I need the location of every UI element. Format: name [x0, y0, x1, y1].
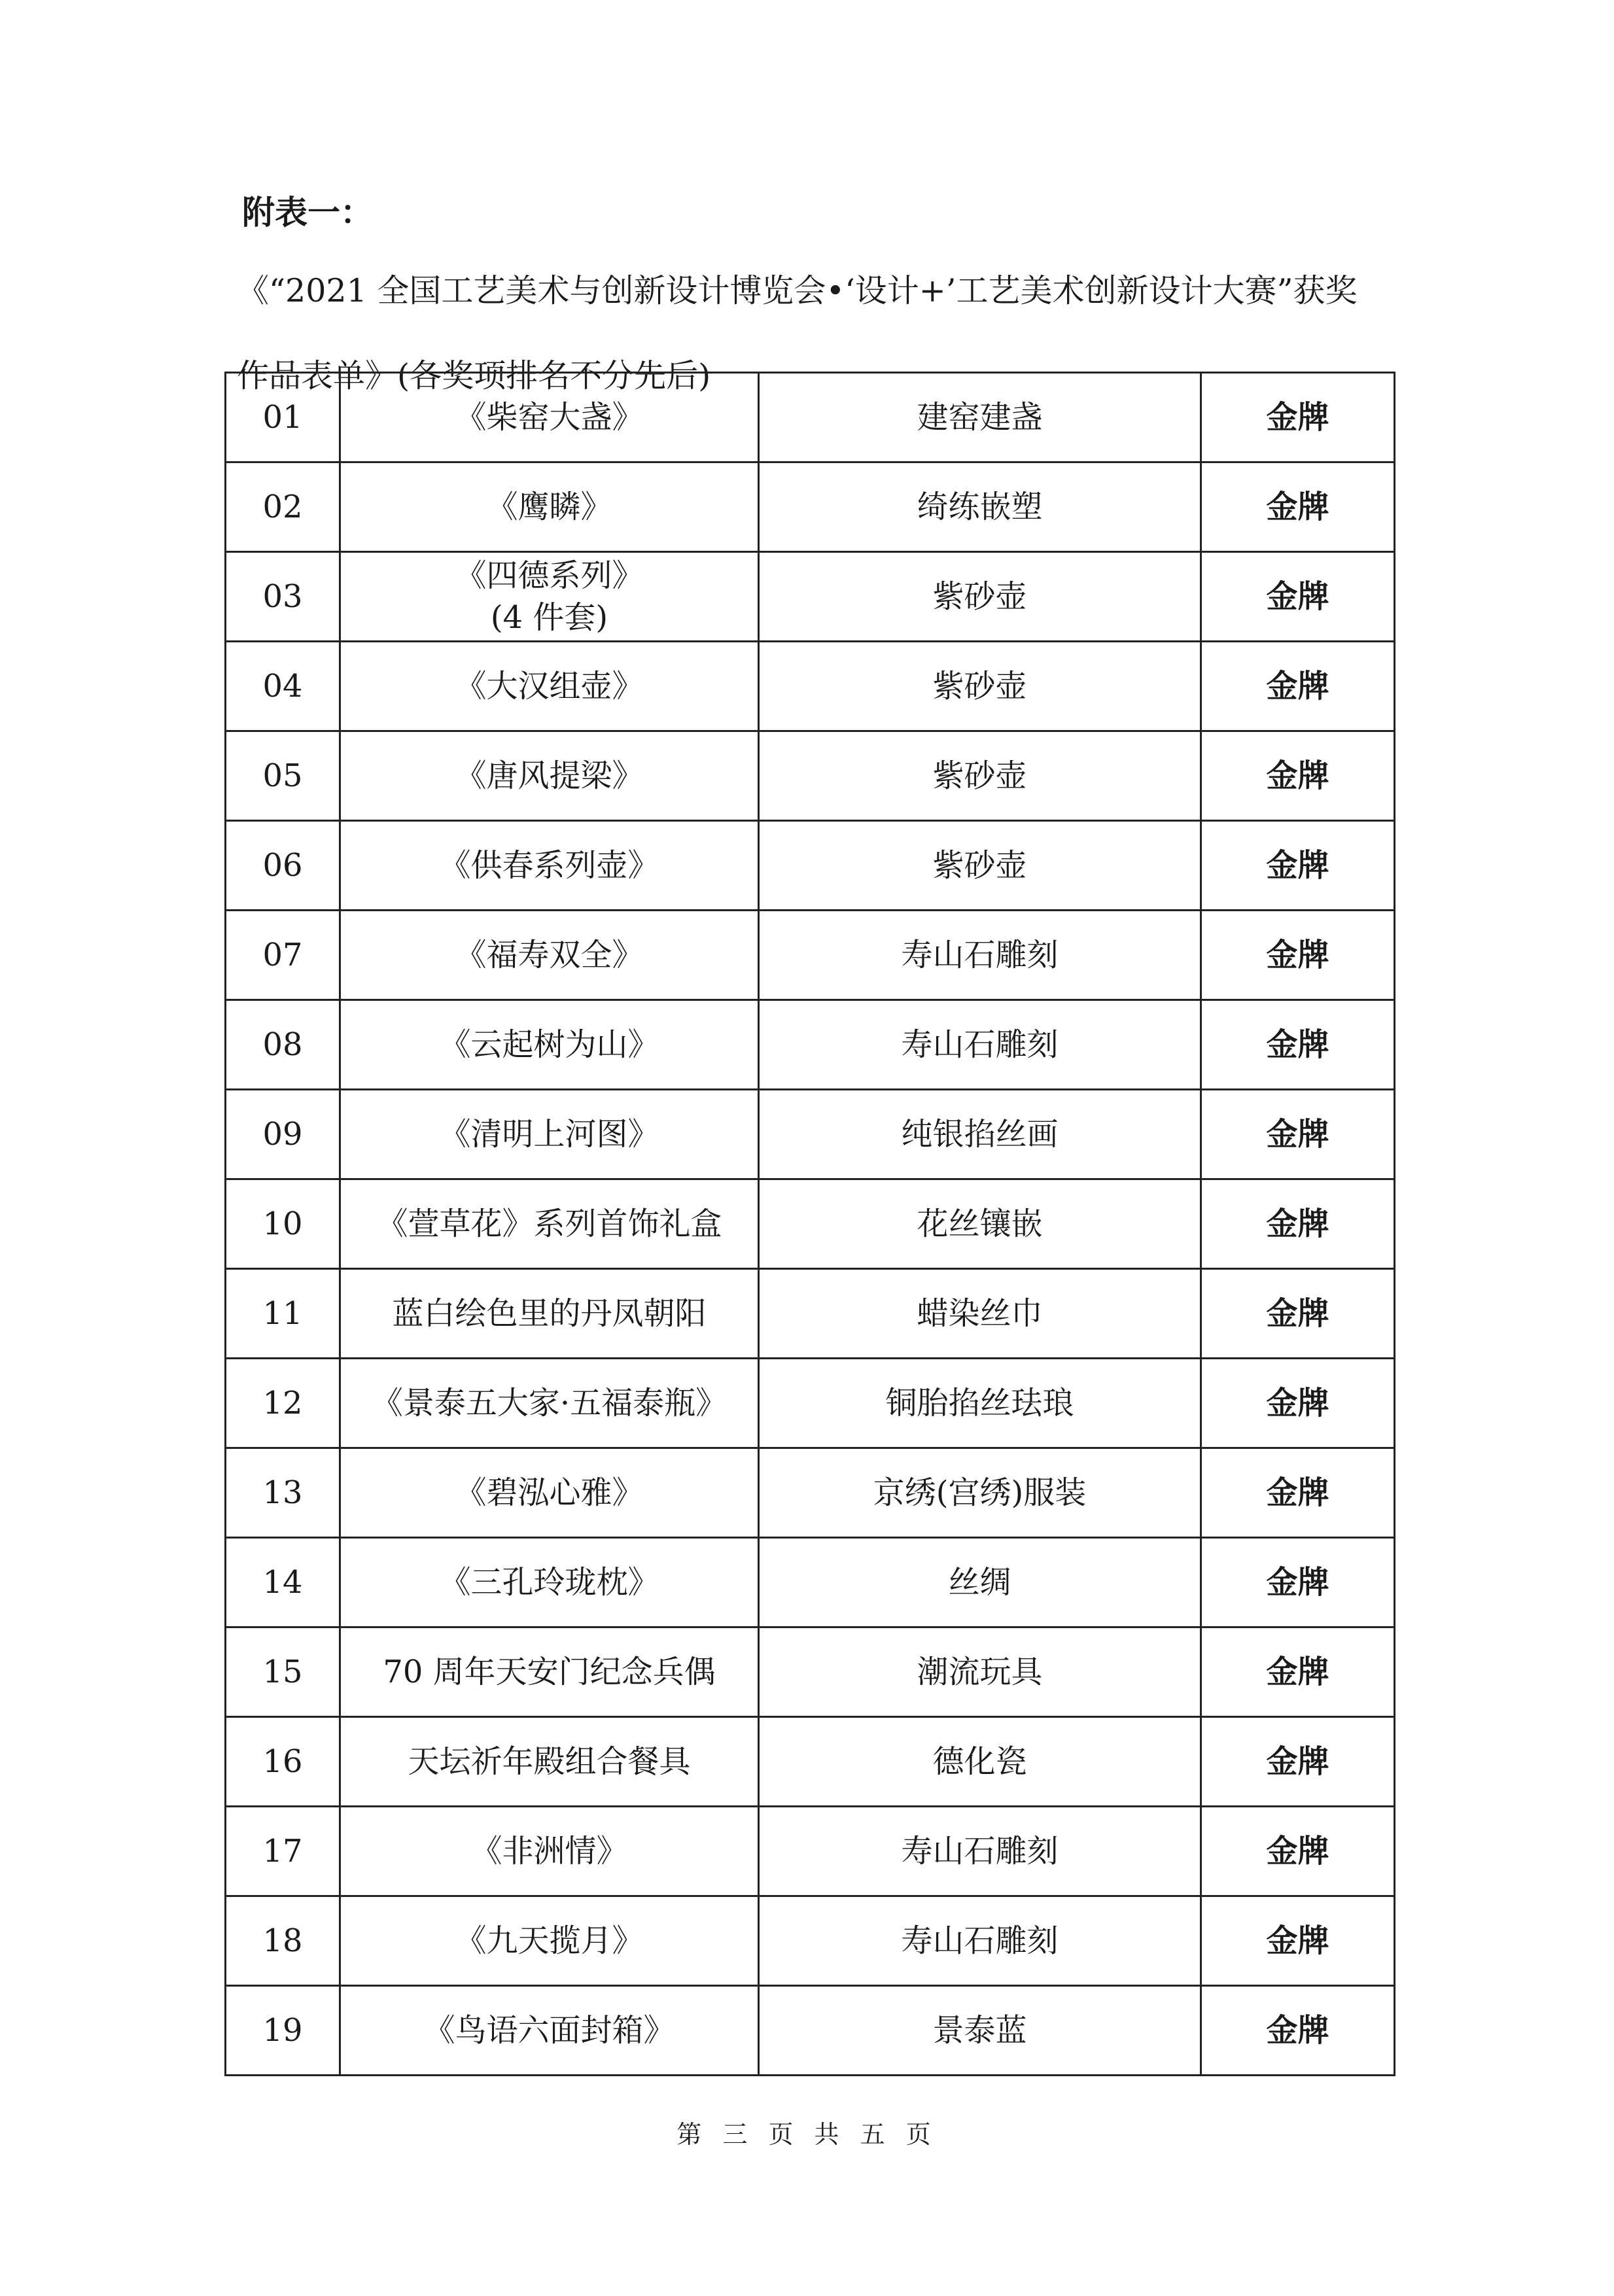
craft-category: 纯银掐丝画: [759, 1090, 1201, 1179]
work-title-line-2: (4 件套): [490, 599, 608, 636]
craft-category: 铜胎掐丝珐琅: [759, 1359, 1201, 1448]
table-row: [226, 911, 1395, 1000]
table-row: [226, 1359, 1395, 1448]
row-number: 03: [226, 552, 340, 642]
award-level: 金牌: [1201, 642, 1395, 731]
craft-category: 建窑建盏: [759, 373, 1201, 462]
award-level: 金牌: [1201, 821, 1395, 911]
row-number: 01: [226, 373, 340, 462]
table-row: [226, 1090, 1395, 1179]
craft-category: 德化瓷: [759, 1717, 1201, 1807]
work-title-line-1: 《四德系列》: [455, 557, 644, 594]
table-row: [226, 1986, 1395, 2076]
work-title: 《九天揽月》: [340, 1896, 759, 1986]
award-level: 金牌: [1201, 552, 1395, 642]
table-row: [226, 462, 1395, 552]
row-number: 17: [226, 1807, 340, 1896]
row-number: 12: [226, 1359, 340, 1448]
row-number: 18: [226, 1896, 340, 1986]
table-row: [226, 821, 1395, 911]
work-title: 70 周年天安门纪念兵偶: [340, 1627, 759, 1717]
craft-category: 寿山石雕刻: [759, 1896, 1201, 1986]
work-title: 《唐风提梁》: [340, 731, 759, 821]
work-title: 《三孔玲珑枕》: [340, 1538, 759, 1627]
award-level: 金牌: [1201, 1717, 1395, 1807]
row-number: 15: [226, 1627, 340, 1717]
work-title: 《鹰瞵》: [340, 462, 759, 552]
work-title: 《鸟语六面封箱》: [340, 1986, 759, 2076]
craft-category: 景泰蓝: [759, 1986, 1201, 2076]
award-level: 金牌: [1201, 1090, 1395, 1179]
table-row: [226, 1000, 1395, 1090]
craft-category: 花丝镶嵌: [759, 1179, 1201, 1269]
row-number: 09: [226, 1090, 340, 1179]
craft-category: 潮流玩具: [759, 1627, 1201, 1717]
table-row: [226, 1448, 1395, 1538]
row-number: 02: [226, 462, 340, 552]
table-row: [226, 552, 1395, 642]
work-title: 天坛祈年殿组合餐具: [340, 1717, 759, 1807]
craft-category: 寿山石雕刻: [759, 1000, 1201, 1090]
table-row: [226, 1538, 1395, 1627]
craft-category: 绮练嵌塑: [759, 462, 1201, 552]
row-number: 11: [226, 1269, 340, 1359]
award-level: 金牌: [1201, 731, 1395, 821]
work-title: 《碧泓心雅》: [340, 1448, 759, 1538]
craft-category: 寿山石雕刻: [759, 1807, 1201, 1896]
row-number: 04: [226, 642, 340, 731]
row-number: 10: [226, 1179, 340, 1269]
work-title: 《大汉组壶》: [340, 642, 759, 731]
award-level: 金牌: [1201, 911, 1395, 1000]
work-title: 《清明上河图》: [340, 1090, 759, 1179]
table-row: [226, 373, 1395, 462]
page-number-footer: 第 三 页 共 五 页: [676, 2120, 938, 2149]
table-row: [226, 642, 1395, 731]
work-title: [340, 552, 759, 642]
table-caption: 《“2021 全国工艺美术与创新设计博览会•‘设计+’工艺美术创新设计大赛”获奖作品表单》(各奖项排名不分先后): [237, 272, 1358, 394]
craft-category: 寿山石雕刻: [759, 911, 1201, 1000]
row-number: 06: [226, 821, 340, 911]
award-table-body: [226, 373, 1395, 2076]
row-number: 07: [226, 911, 340, 1000]
table-row: [226, 1269, 1395, 1359]
award-table: [224, 372, 1395, 2076]
award-level: 金牌: [1201, 1986, 1395, 2076]
craft-category: 紫砂壶: [759, 821, 1201, 911]
table-row: [226, 731, 1395, 821]
award-level: 金牌: [1201, 1359, 1395, 1448]
table-row: [226, 1807, 1395, 1896]
craft-category: 蜡染丝巾: [759, 1269, 1201, 1359]
craft-category: 紫砂壶: [759, 552, 1201, 642]
table-row: [226, 1717, 1395, 1807]
craft-category: 京绣(宫绣)服装: [759, 1448, 1201, 1538]
table-row: [226, 1627, 1395, 1717]
award-level: 金牌: [1201, 1000, 1395, 1090]
work-title: 《福寿双全》: [340, 911, 759, 1000]
award-level: 金牌: [1201, 1896, 1395, 1986]
work-title: 《柴窑大盏》: [340, 373, 759, 462]
table-row: [226, 1896, 1395, 1986]
award-level: 金牌: [1201, 373, 1395, 462]
award-level: 金牌: [1201, 1807, 1395, 1896]
award-level: 金牌: [1201, 1269, 1395, 1359]
row-number: 14: [226, 1538, 340, 1627]
work-title: 《景泰五大家·五福泰瓶》: [340, 1359, 759, 1448]
row-number: 19: [226, 1986, 340, 2076]
craft-category: 紫砂壶: [759, 731, 1201, 821]
work-title: 蓝白绘色里的丹凤朝阳: [340, 1269, 759, 1359]
award-level: 金牌: [1201, 462, 1395, 552]
table-row: [226, 1179, 1395, 1269]
work-title: 《萱草花》系列首饰礼盒: [340, 1179, 759, 1269]
award-level: 金牌: [1201, 1627, 1395, 1717]
award-level: 金牌: [1201, 1538, 1395, 1627]
work-title: 《云起树为山》: [340, 1000, 759, 1090]
award-level: 金牌: [1201, 1179, 1395, 1269]
award-level: 金牌: [1201, 1448, 1395, 1538]
row-number: 05: [226, 731, 340, 821]
appendix-heading: 附表一：: [242, 194, 373, 232]
work-title: 《供春系列壶》: [340, 821, 759, 911]
work-title: 《非洲情》: [340, 1807, 759, 1896]
row-number: 08: [226, 1000, 340, 1090]
row-number: 16: [226, 1717, 340, 1807]
craft-category: 紫砂壶: [759, 642, 1201, 731]
row-number: 13: [226, 1448, 340, 1538]
craft-category: 丝绸: [759, 1538, 1201, 1627]
